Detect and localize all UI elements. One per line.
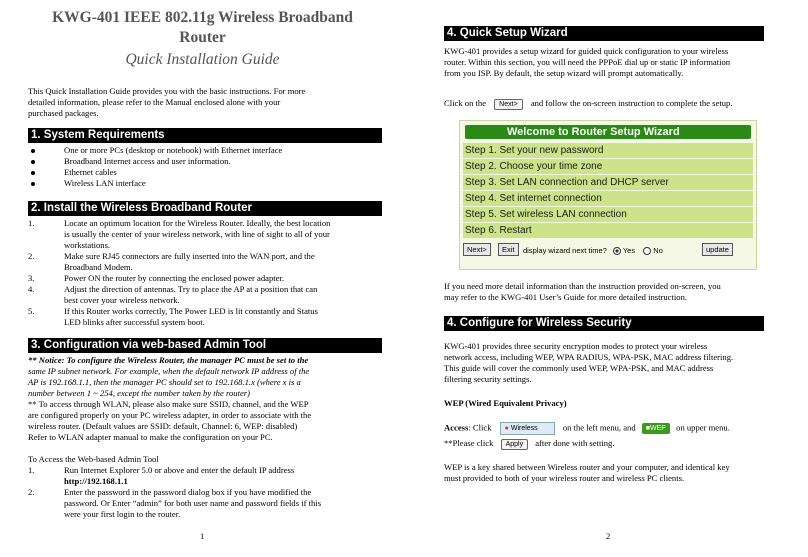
- please-pre-text: **Please click: [444, 438, 494, 448]
- wizard-step[interactable]: Step 2. Choose your time zone: [463, 159, 753, 174]
- wep-title: WEP (Wired Equivalent Privacy): [444, 398, 567, 408]
- click-next-instruction: [444, 98, 784, 110]
- list-item: [28, 167, 382, 178]
- bullet-icon: [31, 149, 35, 153]
- wireless-btn-label: Wireless: [510, 425, 538, 432]
- para-line: must provided to both of your wireless router and wireless PC clients.: [444, 473, 685, 483]
- step-line: If this Router works correctly, The Power LED is lit constantly and Status: [64, 306, 318, 316]
- install-step: [28, 306, 382, 328]
- wlan-line: wireless router. (Default values are SSID: default, Channel: 6, WEP: disabled): [28, 421, 298, 431]
- wizard-exit-button[interactable]: Exit: [498, 243, 519, 256]
- wizard-next-button[interactable]: Next>: [463, 243, 491, 256]
- step-number: 1.: [28, 465, 35, 475]
- para-line: WEP is a key shared between Wireless router and your computer, and identical key: [444, 462, 730, 472]
- radio-no-label: No: [653, 246, 663, 255]
- section-heading-system-requirements: 1. System Requirements: [28, 128, 382, 143]
- notice-paragraph: [28, 355, 386, 399]
- access-step: [28, 465, 386, 487]
- section-heading-install: 2. Install the Wireless Broadband Router: [28, 201, 382, 216]
- list-item-text: One or more PCs (desktop or notebook) with Ethernet interface: [64, 145, 283, 155]
- step-number: 3.: [28, 273, 35, 283]
- install-step: [28, 218, 382, 251]
- page-number: 1: [200, 531, 205, 541]
- access-instruction: [444, 422, 794, 435]
- para-line: filtering security settings.: [444, 374, 532, 384]
- admin-tool-section: [28, 355, 386, 520]
- wizard-step[interactable]: Step 5. Set wireless LAN connection: [463, 207, 753, 222]
- list-item-text: Broadband Internet access and user information.: [64, 156, 231, 166]
- list-item-text: Wireless LAN interface: [64, 178, 146, 188]
- wep-menu-button[interactable]: [642, 423, 670, 434]
- access-post-text: on upper menu.: [676, 422, 730, 433]
- step-line: password. Or Enter “admin” for both user name and password fields if this: [64, 498, 322, 508]
- list-item: [28, 156, 382, 167]
- document-title: [20, 8, 385, 48]
- wireless-icon: ●: [504, 425, 509, 432]
- para-line: network access, including WEP, WPA RADIUS, WPA-PSK, MAC address filtering.: [444, 352, 734, 362]
- access-mid-text: on the left menu, and: [562, 422, 636, 433]
- step-line: Make sure RJ45 connectors are fully inserted into the WAN port, and the: [64, 251, 315, 261]
- wizard-step[interactable]: Step 1. Set your new password: [463, 143, 753, 158]
- wizard-title: Welcome to Router Setup Wizard: [465, 125, 751, 139]
- list-item-text: Ethernet cables: [64, 167, 117, 177]
- wizard-step[interactable]: Step 4. Set internet connection: [463, 191, 753, 206]
- next-button-illustration[interactable]: Next>: [494, 99, 522, 110]
- wizard-update-button[interactable]: update: [702, 243, 733, 256]
- step-number: 4.: [28, 284, 35, 294]
- radio-no[interactable]: [643, 247, 651, 255]
- apply-instruction: [444, 438, 794, 450]
- section-heading-quick-setup: 4. Quick Setup Wizard: [444, 26, 764, 41]
- click-pre-text: Click on the: [444, 98, 487, 108]
- wizard-question: display wizard next time?: [523, 246, 607, 255]
- access-title: To Access the Web-based Admin Tool: [28, 454, 159, 464]
- step-line: best cover your wireless network.: [64, 295, 180, 305]
- click-post-text: and follow the on-screen instruction to complete the setup.: [530, 98, 733, 108]
- wlan-line: Refer to WLAN adapter manual to make the configuration on your PC.: [28, 432, 273, 442]
- page-right: [404, 0, 808, 557]
- more-info-paragraph: [444, 281, 784, 303]
- list-item: [28, 145, 382, 156]
- bullet-icon: [31, 182, 35, 186]
- step-line: were your first login to the router.: [64, 509, 181, 519]
- wlan-paragraph: [28, 399, 386, 443]
- step-line: Locate an optimum location for the Wireless Router. Ideally, the best location: [64, 218, 331, 228]
- bullet-icon: [31, 171, 35, 175]
- title-line-1: KWG-401 IEEE 802.11g Wireless Broadband: [52, 9, 353, 26]
- step-line: Power ON the router by connecting the enclosed power adapter.: [64, 273, 285, 283]
- wizard-step[interactable]: Step 6. Restart: [463, 223, 753, 238]
- step-number: 2.: [28, 487, 35, 497]
- wlan-line: ** To access through WLAN, please also make sure SSID, channel, and the WEP: [28, 399, 309, 409]
- step-line: LED blinks after successful system boot.: [64, 317, 205, 327]
- intro-paragraph: [28, 86, 368, 119]
- page-number: 2: [606, 531, 611, 541]
- wlan-line: are configured properly on your PC wireless adapter, in order to associate with the: [28, 410, 312, 420]
- para-line: KWG-401 provides three security encryption modes to protect your wireless: [444, 341, 708, 351]
- access-label: Access: [444, 422, 469, 433]
- wep-btn-label: WEP: [650, 425, 666, 432]
- apply-button-illustration[interactable]: Apply: [501, 439, 529, 450]
- quick-setup-paragraph: [444, 46, 774, 79]
- intro-line: purchased packages.: [28, 108, 99, 118]
- para-line: If you need more detail information than the instruction provided on-screen, you: [444, 281, 721, 291]
- install-step: [28, 251, 382, 273]
- step-number: 5.: [28, 306, 35, 316]
- step-number: 1.: [28, 218, 35, 228]
- bullet-icon: [31, 160, 35, 164]
- install-step: [28, 284, 382, 306]
- wizard-next-time-row: [523, 245, 663, 256]
- intro-line: This Quick Installation Guide provides you with the basic instructions. For more: [28, 86, 306, 96]
- radio-yes[interactable]: [613, 247, 621, 255]
- setup-wizard-panel: [459, 120, 757, 270]
- wireless-menu-button[interactable]: [500, 422, 555, 435]
- wizard-step[interactable]: Step 3. Set LAN connection and DHCP server: [463, 175, 753, 190]
- section-heading-admin-tool: 3. Configuration via web-based Admin Tool: [28, 338, 382, 353]
- radio-yes-label: Yes: [622, 246, 636, 255]
- section-heading-wireless-security: 4. Configure for Wireless Security: [444, 316, 764, 331]
- step-line: Adjust the direction of antennas. Try to place the AP at a position that can: [64, 284, 318, 294]
- list-item: [28, 178, 382, 189]
- para-line: router. Within this section, you will need the PPPoE dial up or static IP information: [444, 57, 731, 67]
- step-line: Run Internet Explorer 5.0 or above and enter the default IP address: [64, 465, 295, 475]
- para-line: may refer to the KWG-401 User’s Guide for more detailed instruction.: [444, 292, 688, 302]
- access-click-text: : Click: [468, 422, 492, 433]
- requirements-list: [28, 145, 382, 189]
- notice-line: ** Notice: To configure the Wireless Router, the manager PC must be set to the: [28, 355, 309, 365]
- step-line: Enter the password in the password dialog box if you have modified the: [64, 487, 312, 497]
- step-number: 2.: [28, 251, 35, 261]
- document-subtitle: Quick Installation Guide: [125, 51, 280, 68]
- para-line: KWG-401 provides a setup wizard for guided quick configuration to your wireless: [444, 46, 729, 56]
- install-step: [28, 273, 382, 284]
- step-line: workstations.: [64, 240, 111, 250]
- wep-key-paragraph: [444, 462, 794, 484]
- security-paragraph: [444, 341, 789, 385]
- para-line: from you ISP. By default, the setup wizard will prompt automatically.: [444, 68, 684, 78]
- notice-line: same IP subnet network. For example, when the default network IP address of the: [28, 366, 310, 376]
- title-line-2: Router: [179, 29, 226, 46]
- install-steps: [28, 218, 382, 328]
- notice-line: AP is 192.168.1.1, then the manager PC should set to 192.168.1.x (where x is a: [28, 377, 301, 387]
- wep-icon: ■: [645, 425, 651, 432]
- intro-line: detailed information, please refer to the Manual enclosed alone with your: [28, 97, 281, 107]
- access-step: [28, 487, 386, 520]
- step-line: Broadband Modem.: [64, 262, 133, 272]
- please-post-text: after done with setting.: [535, 438, 615, 448]
- para-line: This guide will cover the commonly used WEP, WPA-PSK, and MAC address: [444, 363, 714, 373]
- notice-line: number between 1 ~ 254, except the number taken by the router): [28, 388, 250, 398]
- default-ip-link[interactable]: http://192.168.1.1: [64, 476, 128, 486]
- step-line: is usually the center of your wireless network, with line of sight to all of your: [64, 229, 330, 239]
